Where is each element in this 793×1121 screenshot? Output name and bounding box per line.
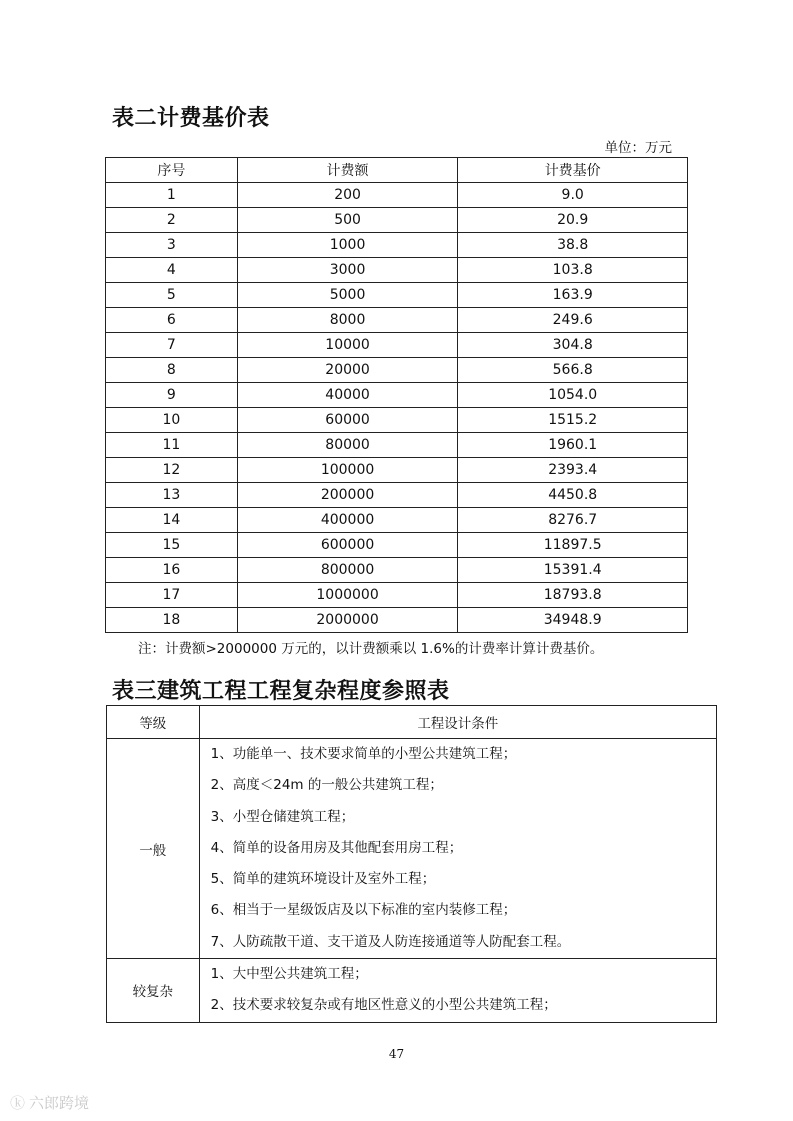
condition-item: 2、技术要求较复杂或有地区性意义的小型公共建筑工程；: [210, 997, 557, 1014]
table-row: [106, 533, 688, 558]
cell-base-price: 9.0: [458, 183, 688, 208]
complexity-group-row: [107, 959, 717, 1023]
table3-title: 表三建筑工程工程复杂程度参照表: [112, 679, 450, 704]
table-row: [106, 383, 688, 408]
header-level: 等级: [107, 706, 200, 739]
cell-fee-amount: 40000: [237, 383, 458, 408]
cell-fee-amount: 500: [237, 208, 458, 233]
cell-base-price: 18793.8: [458, 583, 688, 608]
cell-index: 5: [106, 283, 238, 308]
fee-table-body: [106, 183, 688, 633]
cell-index: 10: [106, 408, 238, 433]
logo-icon: ⓚ: [10, 1094, 26, 1112]
table-row: [106, 583, 688, 608]
cell-fee-amount: 100000: [237, 458, 458, 483]
cell-base-price: 38.8: [458, 233, 688, 258]
watermark: [10, 1092, 89, 1113]
table-row: [106, 258, 688, 283]
cell-base-price: 2393.4: [458, 458, 688, 483]
condition-item: 1、大中型公共建筑工程；: [210, 966, 368, 983]
cell-base-price: 1515.2: [458, 408, 688, 433]
complexity-table: [106, 705, 717, 1023]
cell-index: 4: [106, 258, 238, 283]
cell-base-price: 15391.4: [458, 558, 688, 583]
cell-fee-amount: 400000: [237, 508, 458, 533]
cell-base-price: 103.8: [458, 258, 688, 283]
cell-base-price: 11897.5: [458, 533, 688, 558]
cell-base-price: 8276.7: [458, 508, 688, 533]
cell-base-price: 566.8: [458, 358, 688, 383]
table-row: [106, 483, 688, 508]
cell-index: 7: [106, 333, 238, 358]
cell-index: 6: [106, 308, 238, 333]
unit-label: 单位：万元: [604, 140, 672, 156]
table-header-row: [106, 158, 688, 183]
table-row: [106, 183, 688, 208]
cell-fee-amount: 1000: [237, 233, 458, 258]
cell-base-price: 249.6: [458, 308, 688, 333]
cell-base-price: 20.9: [458, 208, 688, 233]
condition-item: 6、相当于一星级饭店及以下标准的室内装修工程；: [210, 902, 517, 919]
cell-index: 13: [106, 483, 238, 508]
level-cell: 一般: [107, 739, 200, 959]
cell-base-price: 1054.0: [458, 383, 688, 408]
cell-fee-amount: 5000: [237, 283, 458, 308]
cell-index: 14: [106, 508, 238, 533]
header-base-price: 计费基价: [458, 158, 688, 183]
table-row: [106, 358, 688, 383]
watermark-text: 六郎跨境: [29, 1094, 90, 1112]
cell-index: 12: [106, 458, 238, 483]
table-row: [106, 233, 688, 258]
table-row: [106, 408, 688, 433]
complexity-table-body: [107, 739, 717, 1023]
cell-index: 1: [106, 183, 238, 208]
cell-index: 18: [106, 608, 238, 633]
cell-base-price: 1960.1: [458, 433, 688, 458]
table2-title: 表二计费基价表: [112, 106, 270, 131]
table-row: [106, 283, 688, 308]
condition-item: 7、人防疏散干道、支干道及人防连接通道等人防配套工程。: [210, 933, 571, 950]
cell-index: 2: [106, 208, 238, 233]
cell-fee-amount: 600000: [237, 533, 458, 558]
header-conditions: 工程设计条件: [199, 706, 716, 739]
fee-base-table: [105, 157, 688, 633]
header-index: 序号: [106, 158, 238, 183]
condition-item: 3、小型仓储建筑工程；: [210, 808, 355, 825]
page-number: 47: [388, 1047, 405, 1061]
cell-base-price: 163.9: [458, 283, 688, 308]
table-row: [106, 208, 688, 233]
cell-fee-amount: 200000: [237, 483, 458, 508]
level-cell: 较复杂: [107, 959, 200, 1023]
cell-fee-amount: 10000: [237, 333, 458, 358]
table-row: [106, 508, 688, 533]
complexity-group-row: [107, 739, 717, 959]
cell-index: 16: [106, 558, 238, 583]
conditions-cell: [199, 959, 716, 1023]
header-fee-amount: 计费额: [237, 158, 458, 183]
cell-base-price: 4450.8: [458, 483, 688, 508]
cell-fee-amount: 8000: [237, 308, 458, 333]
condition-item: 4、简单的设备用房及其他配套用房工程；: [210, 839, 463, 856]
cell-fee-amount: 20000: [237, 358, 458, 383]
cell-base-price: 34948.9: [458, 608, 688, 633]
conditions-cell: [199, 739, 716, 959]
cell-index: 9: [106, 383, 238, 408]
table-row: [106, 433, 688, 458]
table-row: [106, 333, 688, 358]
table-row: [106, 458, 688, 483]
condition-item: 2、高度＜24m 的一般公共建筑工程；: [210, 777, 443, 794]
cell-index: 15: [106, 533, 238, 558]
table-row: [106, 608, 688, 633]
cell-index: 17: [106, 583, 238, 608]
cell-index: 3: [106, 233, 238, 258]
condition-item: 5、简单的建筑环境设计及室外工程；: [210, 871, 436, 888]
cell-fee-amount: 80000: [237, 433, 458, 458]
cell-fee-amount: 200: [237, 183, 458, 208]
table-row: [106, 308, 688, 333]
cell-index: 8: [106, 358, 238, 383]
cell-fee-amount: 1000000: [237, 583, 458, 608]
table2-note: 注：计费额>2000000 万元的，以计费额乘以 1.6%的计费率计算计费基价。: [138, 641, 604, 657]
cell-fee-amount: 60000: [237, 408, 458, 433]
cell-fee-amount: 2000000: [237, 608, 458, 633]
cell-base-price: 304.8: [458, 333, 688, 358]
cell-fee-amount: 3000: [237, 258, 458, 283]
table-header-row: [107, 706, 717, 739]
cell-fee-amount: 800000: [237, 558, 458, 583]
table-row: [106, 558, 688, 583]
cell-index: 11: [106, 433, 238, 458]
condition-item: 1、功能单一、技术要求简单的小型公共建筑工程；: [210, 746, 517, 762]
